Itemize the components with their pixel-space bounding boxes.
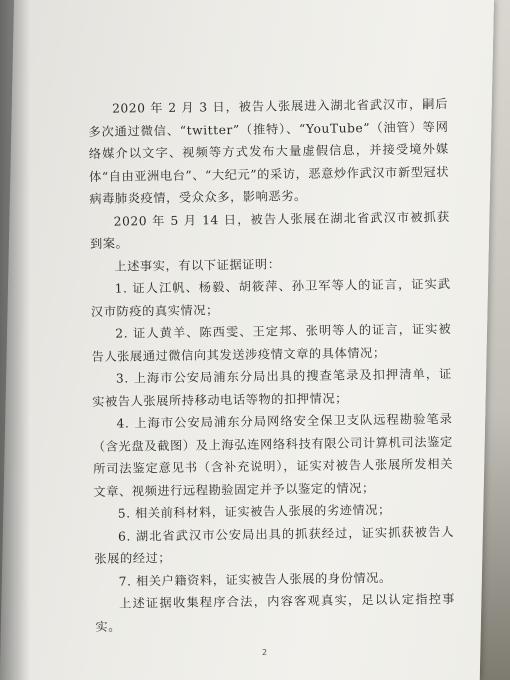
paragraph-conclusion: 上述证据收集程序合法，内容客观真实，足以认定指控事实。: [95, 591, 456, 634]
evidence-item-7: 7. 相关户籍资料，证实被告人张展的身份情况。: [118, 570, 392, 589]
evidence-item-4: 4. 上海市公安局浦东分局网络安全保卫支队远程勘验笔录（含光盘及截图）及上海弘连网络科技有限公司计算机司法鉴定所司法鉴定意见书（含补充说明），证实对被告人张展所发相关文章、视频进行远程勘验固定并予以鉴定的情况；: [92, 411, 454, 499]
document-body: [88, 93, 456, 638]
paragraph-evidence-intro: 上述事实，有以下证据证明：: [114, 256, 281, 274]
evidence-item-5: 5. 相关前科材料，证实被告人张展的劣迹情况；: [117, 502, 391, 521]
evidence-item-1: 1. 证人江帆、杨毅、胡筱萍、孙卫军等人的证言，证实武汉市防疫的真实情况；: [90, 276, 451, 319]
evidence-item-2: 2. 证人黄羊、陈西雯、王定邦、张明等人的证言，证实被告人张展通过微信向其发送涉疫情文章的具体情况；: [91, 321, 452, 364]
evidence-item-6: 6. 湖北省武汉市公安局出具的抓获经过，证实抓获被告人张展的经过；: [94, 524, 455, 566]
left-shadow: [0, 0, 30, 680]
evidence-item-3: 3. 上海市公安局浦东分局出具的搜查笔录及扣押清单，证实被告人张展所持移动电话等物的扣押情况；: [92, 366, 452, 409]
paragraph-event-summary: 2020 年 2 月 3 日，被告人张展进入湖北省武汉市，嗣后多次通过微信、“twitter”（推特）、“YouTube”（油管）等网络媒介以文字、视频等方式发布大量虚假信息，并接受境外媒体“自由亚洲电台”、“大纪元”的采访，恶意炒作武汉市新型冠状病毒肺炎疫情，受众众多，影响恶劣。: [88, 96, 450, 206]
page-number: 2: [262, 648, 268, 657]
paragraph-arrest: 2020 年 5 月 14 日，被告人张展在湖北省武汉市被抓获到案。: [89, 209, 450, 251]
